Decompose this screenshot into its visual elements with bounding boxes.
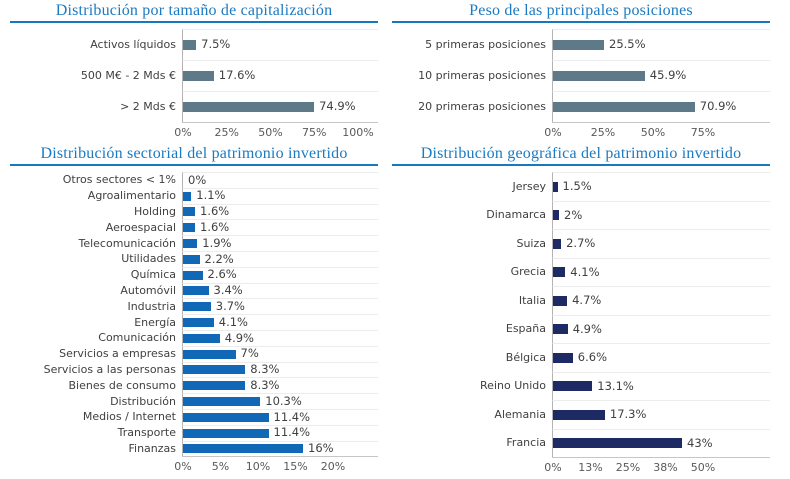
value-label: 2.2%	[204, 251, 234, 266]
chart-row	[10, 60, 378, 91]
bar	[553, 102, 695, 112]
chart-row	[392, 201, 770, 230]
chart-row	[10, 172, 378, 188]
chart-row	[10, 377, 378, 393]
tick-label: 100%	[342, 126, 374, 139]
chart-row	[10, 188, 378, 204]
plot-cell	[552, 286, 770, 315]
plot-cell	[552, 429, 770, 458]
chart-row	[392, 29, 770, 60]
tick-label: 0%	[544, 126, 562, 139]
tick-label: 13%	[578, 461, 603, 474]
bar	[183, 40, 196, 50]
bar	[553, 40, 604, 50]
title-underline	[392, 164, 770, 166]
category-label: 500 M€ - 2 Mds €	[80, 69, 176, 82]
category-label: Aeroespacial	[105, 220, 176, 234]
category-label: Holding	[133, 204, 176, 218]
plot-cell	[182, 60, 378, 91]
plot-cell	[182, 235, 378, 251]
category-label: Activos líquidos	[90, 38, 176, 51]
category-label: Bélgica	[505, 350, 546, 364]
category-label: Química	[130, 268, 176, 282]
bar	[183, 71, 214, 81]
title-underline	[10, 21, 378, 23]
category-label: Servicios a las personas	[43, 362, 176, 376]
tick-label: 25%	[590, 126, 616, 139]
chart-row	[10, 267, 378, 283]
bar	[183, 223, 195, 232]
value-label: 1.6%	[200, 204, 230, 219]
chart-panel-sector-distribution	[10, 145, 378, 474]
value-label: 2%	[564, 207, 583, 222]
bar	[183, 350, 236, 359]
title-underline	[392, 21, 770, 23]
plot-cell	[552, 229, 770, 258]
value-label: 3.4%	[213, 283, 243, 298]
plot-cell	[552, 343, 770, 372]
value-label: 2.6%	[207, 267, 237, 282]
category-label: Finanzas	[128, 441, 176, 455]
value-label: 4.1%	[218, 314, 248, 329]
plot-cell	[182, 251, 378, 267]
value-label: 45.9%	[649, 68, 687, 83]
category-label: Francia	[506, 436, 546, 450]
category-label: Telecomunicación	[78, 236, 176, 250]
category-label: 20 primeras posiciones	[418, 100, 546, 113]
bar	[183, 271, 203, 280]
chart-row	[10, 441, 378, 457]
tick-label: 50%	[640, 126, 666, 139]
chart-row	[10, 425, 378, 441]
plot-cell	[182, 29, 378, 60]
value-label: 11.4%	[273, 425, 311, 440]
plot-cell	[552, 29, 770, 60]
category-label: Industria	[127, 299, 176, 313]
bar	[553, 410, 605, 420]
plot-cell	[182, 283, 378, 299]
chart-row	[392, 258, 770, 287]
chart-panel-geographic-distribution	[392, 145, 770, 474]
plot-cell	[182, 188, 378, 204]
plot-rows	[10, 172, 378, 456]
x-axis	[544, 122, 770, 139]
plot-cell	[182, 314, 378, 330]
plot-cell	[182, 267, 378, 283]
bar	[553, 381, 592, 391]
tick-label: 50%	[690, 461, 716, 474]
chart-panel-capitalization	[10, 2, 378, 139]
category-label: Agroalimentario	[87, 189, 176, 203]
category-label: Bienes de consumo	[68, 378, 176, 392]
value-label: 4.7%	[572, 293, 602, 307]
category-label: Comunicación	[98, 331, 176, 345]
value-label: 8.3%	[250, 362, 280, 377]
bar-chart	[392, 172, 770, 474]
chart-row	[10, 298, 378, 314]
value-label: 13.1%	[597, 378, 634, 393]
category-label: Servicios a empresas	[59, 347, 176, 361]
bar	[183, 365, 245, 374]
value-label: 1.6%	[200, 220, 230, 235]
plot-cell	[182, 425, 378, 441]
value-label: 2.7%	[566, 236, 596, 250]
value-label: 74.9%	[319, 99, 356, 114]
plot-cell	[182, 330, 378, 346]
category-label: 10 primeras posiciones	[418, 69, 546, 82]
chart-row	[392, 343, 770, 372]
bar	[553, 296, 567, 306]
chart-row	[392, 400, 770, 429]
value-label: 0%	[188, 172, 207, 187]
bar	[183, 381, 245, 390]
plot-cell	[182, 91, 378, 122]
plot-cell	[182, 204, 378, 220]
value-label: 11.4%	[273, 409, 311, 424]
title-underline	[10, 164, 378, 166]
value-label: 43%	[687, 435, 713, 450]
plot-cell	[182, 219, 378, 235]
plot-cell	[552, 400, 770, 429]
plot-cell	[182, 377, 378, 393]
bar	[553, 210, 559, 220]
chart-row	[10, 314, 378, 330]
chart-title: Distribución sectorial del patrimonio invertido	[40, 145, 348, 162]
x-axis	[544, 457, 770, 474]
value-label: 3.7%	[215, 299, 245, 314]
value-label: 8.3%	[250, 378, 280, 392]
chart-row	[10, 251, 378, 267]
plot-cell	[182, 172, 378, 188]
category-label: Automóvil	[120, 283, 176, 297]
bar-chart	[10, 172, 378, 473]
bar	[183, 318, 214, 327]
tick-label: 50%	[258, 126, 283, 139]
tick-label: 0%	[174, 460, 192, 474]
chart-row	[10, 330, 378, 346]
chart-row	[10, 29, 378, 60]
chart-row	[10, 393, 378, 409]
chart-row	[392, 286, 770, 315]
chart-title: Distribución por tamaño de capitalización	[55, 2, 333, 19]
tick-label: 5%	[211, 460, 230, 474]
plot-cell	[552, 258, 770, 287]
plot-cell	[182, 393, 378, 409]
category-label: Medios / Internet	[82, 410, 176, 424]
category-label: Italia	[518, 293, 546, 307]
bar	[553, 324, 568, 334]
value-label: 16%	[308, 441, 334, 456]
x-axis	[174, 456, 378, 474]
bar	[183, 207, 195, 216]
category-label: Reino Unido	[480, 379, 546, 393]
value-label: 25.5%	[609, 37, 646, 52]
bar	[183, 334, 220, 343]
chart-row	[10, 362, 378, 378]
chart-row	[392, 60, 770, 91]
value-label: 4.9%	[572, 321, 602, 336]
plot-cell	[552, 372, 770, 401]
tick-label: 75%	[690, 126, 716, 139]
category-label: 5 primeras posiciones	[425, 38, 546, 51]
value-label: 1.5%	[562, 179, 592, 193]
chart-row	[392, 91, 770, 122]
chart-row	[10, 283, 378, 299]
plot-cell	[182, 298, 378, 314]
tick-label: 38%	[653, 461, 678, 474]
category-label: Distribución	[110, 394, 176, 408]
chart-row	[10, 91, 378, 122]
category-label: España	[505, 322, 546, 336]
plot-cell	[552, 315, 770, 344]
tick-label: 15%	[283, 460, 308, 474]
category-label: Transporte	[117, 426, 176, 440]
value-label: 4.9%	[224, 330, 254, 345]
chart-row	[392, 172, 770, 201]
chart-row	[392, 315, 770, 344]
bar	[183, 429, 269, 438]
bar	[553, 438, 682, 448]
bar	[183, 286, 209, 295]
tick-label: 10%	[245, 460, 271, 474]
plot-rows	[392, 29, 770, 122]
tick-label: 25%	[615, 461, 641, 474]
value-label: 7%	[240, 346, 259, 361]
value-label: 10.3%	[265, 393, 302, 408]
value-label: 4.1%	[570, 264, 600, 279]
tick-label: 75%	[302, 126, 327, 139]
bar	[183, 444, 303, 453]
category-label: Grecia	[510, 265, 546, 279]
category-label: Dinamarca	[486, 208, 546, 222]
chart-row	[10, 409, 378, 425]
plot-cell	[552, 60, 770, 91]
category-label: Utilidades	[121, 252, 176, 266]
tick-label: 0%	[544, 461, 562, 474]
tick-label: 0%	[174, 126, 192, 139]
tick-label: 20%	[320, 460, 346, 474]
chart-row	[10, 204, 378, 220]
bar	[183, 413, 269, 422]
plot-cell	[182, 362, 378, 378]
plot-rows	[392, 172, 770, 457]
value-label: 7.5%	[201, 37, 231, 52]
category-label: Jersey	[512, 179, 546, 193]
category-label: Otros sectores < 1%	[62, 173, 176, 187]
chart-row	[392, 229, 770, 258]
chart-title: Distribución geográfica del patrimonio invertido	[420, 145, 742, 162]
plot-cell	[552, 91, 770, 122]
bar	[183, 192, 191, 201]
bar	[183, 239, 197, 248]
plot-rows	[10, 29, 378, 122]
value-label: 6.6%	[577, 350, 608, 364]
bar	[553, 182, 558, 192]
x-axis	[174, 122, 378, 139]
category-label: > 2 Mds €	[120, 100, 176, 113]
plot-cell	[552, 172, 770, 201]
chart-row	[392, 372, 770, 401]
plot-cell	[182, 409, 378, 425]
bar	[553, 239, 561, 249]
chart-panel-top-positions	[392, 2, 770, 139]
plot-cell	[182, 441, 378, 457]
chart-row	[10, 219, 378, 235]
category-label: Suiza	[516, 236, 546, 250]
bar	[183, 302, 211, 311]
chart-row	[10, 346, 378, 362]
bar-chart	[10, 29, 378, 139]
tick-label: 25%	[214, 126, 239, 139]
bar	[183, 255, 200, 264]
bar	[553, 353, 573, 363]
bar	[553, 71, 645, 81]
bar-chart	[392, 29, 770, 139]
category-label: Alemania	[494, 407, 546, 421]
value-label: 1.1%	[196, 188, 226, 203]
value-label: 1.9%	[202, 235, 232, 250]
value-label: 17.6%	[218, 68, 256, 83]
chart-title: Peso de las principales posiciones	[469, 2, 693, 19]
bar	[183, 102, 314, 112]
plot-cell	[182, 346, 378, 362]
plot-cell	[552, 201, 770, 230]
bar	[183, 397, 260, 406]
value-label: 70.9%	[699, 99, 737, 114]
chart-row	[10, 235, 378, 251]
value-label: 17.3%	[609, 407, 647, 421]
chart-row	[392, 429, 770, 458]
category-label: Energía	[134, 315, 176, 329]
bar	[553, 267, 565, 277]
